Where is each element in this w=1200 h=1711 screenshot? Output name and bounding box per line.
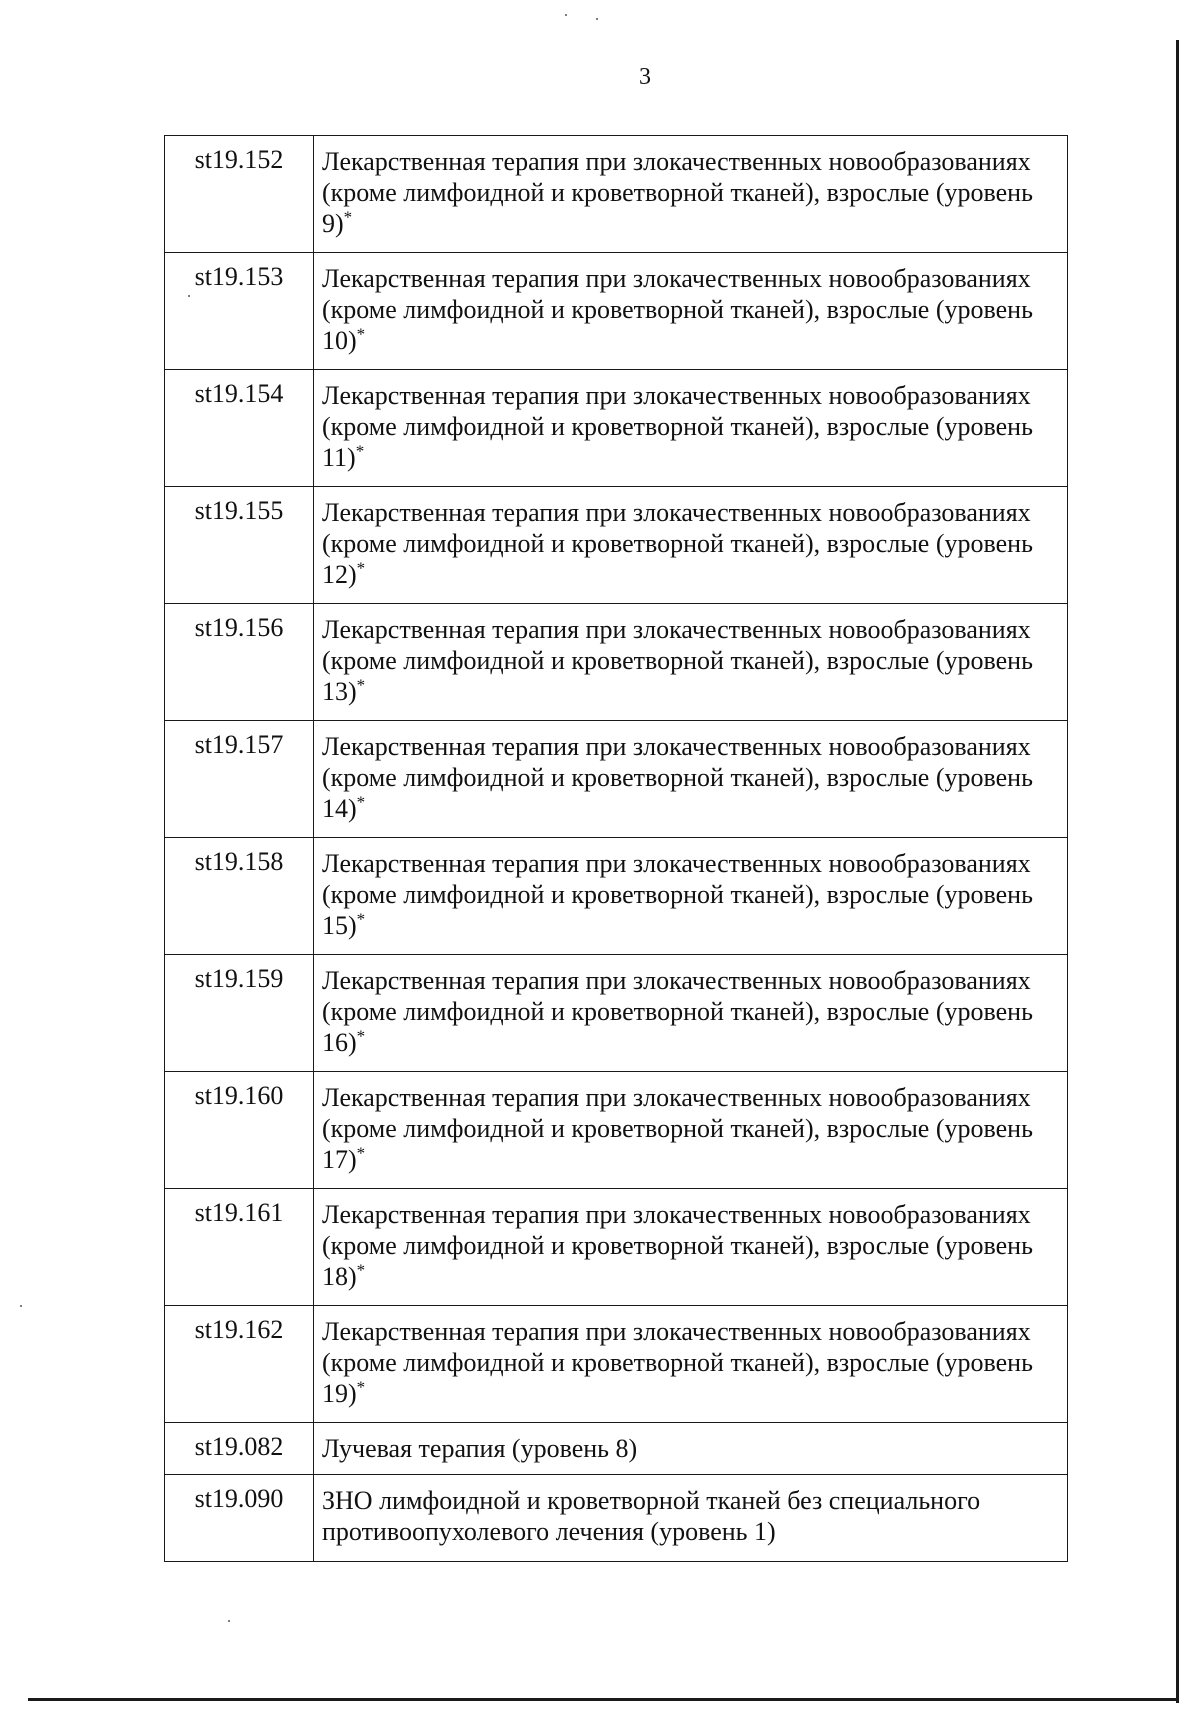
- description-text: Лекарственная терапия при злокачественных новообразованиях (кроме лимфоидной и кроветворной тканей), взрослые (уровень 17): [322, 1083, 1033, 1174]
- description-text: Лекарственная терапия при злокачественных новообразованиях (кроме лимфоидной и кроветворной тканей), взрослые (уровень 9): [322, 147, 1033, 238]
- description-cell: [314, 1072, 1068, 1189]
- table-row: [165, 136, 1068, 253]
- description-text: Лекарственная терапия при злокачественных новообразованиях (кроме лимфоидной и кроветворной тканей), взрослые (уровень 14): [322, 732, 1033, 823]
- description-cell: [314, 1306, 1068, 1423]
- table-row: [165, 1072, 1068, 1189]
- code-cell: st19.156: [165, 604, 314, 721]
- table-row: [165, 1475, 1068, 1562]
- description-text: Лекарственная терапия при злокачественных новообразованиях (кроме лимфоидной и кроветворной тканей), взрослые (уровень 10): [322, 264, 1033, 355]
- description-text: Лекарственная терапия при злокачественных новообразованиях (кроме лимфоидной и кроветворной тканей), взрослые (уровень 11): [322, 381, 1033, 472]
- scan-speck: [596, 18, 598, 20]
- scan-speck: [228, 1620, 230, 1622]
- description-cell: [314, 838, 1068, 955]
- footnote-mark: *: [356, 324, 366, 344]
- code-cell: st19.161: [165, 1189, 314, 1306]
- footnote-mark: *: [356, 1377, 366, 1397]
- table-row: [165, 370, 1068, 487]
- code-cell: st19.082: [165, 1423, 314, 1475]
- code-cell: st19.155: [165, 487, 314, 604]
- code-cell: st19.160: [165, 1072, 314, 1189]
- code-cell: st19.159: [165, 955, 314, 1072]
- tariff-table: [164, 135, 1068, 1562]
- table-row: [165, 487, 1068, 604]
- description-cell: [314, 1475, 1068, 1562]
- description-cell: [314, 1423, 1068, 1475]
- footnote-mark: *: [356, 675, 366, 695]
- scan-speck: [20, 1305, 22, 1307]
- table-row: [165, 955, 1068, 1072]
- table-row: [165, 1306, 1068, 1423]
- description-text: Лекарственная терапия при злокачественных новообразованиях (кроме лимфоидной и кроветворной тканей), взрослые (уровень 15): [322, 849, 1033, 940]
- footnote-mark: *: [356, 1260, 366, 1280]
- scan-edge-bottom: [28, 1698, 1179, 1701]
- footnote-mark: *: [343, 207, 353, 227]
- description-cell: [314, 370, 1068, 487]
- code-cell: st19.090: [165, 1475, 314, 1562]
- description-cell: [314, 487, 1068, 604]
- description-cell: [314, 604, 1068, 721]
- table-row: [165, 838, 1068, 955]
- footnote-mark: *: [356, 792, 366, 812]
- code-cell: st19.162: [165, 1306, 314, 1423]
- description-text: Лекарственная терапия при злокачественных новообразованиях (кроме лимфоидной и кроветворной тканей), взрослые (уровень 13): [322, 615, 1033, 706]
- table-row: [165, 721, 1068, 838]
- code-cell: st19.158: [165, 838, 314, 955]
- description-text: Лекарственная терапия при злокачественных новообразованиях (кроме лимфоидной и кроветворной тканей), взрослые (уровень 12): [322, 498, 1033, 589]
- code-cell: st19.153: [165, 253, 314, 370]
- table-row: [165, 253, 1068, 370]
- description-text: ЗНО лимфоидной и кроветворной тканей без специального противоопухолевого лечения (уровень 1): [322, 1486, 981, 1546]
- scan-speck: [565, 14, 567, 16]
- description-text: Лекарственная терапия при злокачественных новообразованиях (кроме лимфоидной и кроветворной тканей), взрослые (уровень 16): [322, 966, 1033, 1057]
- description-cell: [314, 721, 1068, 838]
- description-text: Лекарственная терапия при злокачественных новообразованиях (кроме лимфоидной и кроветворной тканей), взрослые (уровень 18): [322, 1200, 1033, 1291]
- scan-edge-right: [1176, 40, 1179, 1703]
- footnote-mark: *: [356, 1026, 366, 1046]
- table-row: [165, 1423, 1068, 1475]
- footnote-mark: *: [356, 909, 366, 929]
- code-cell: st19.157: [165, 721, 314, 838]
- table-row: [165, 604, 1068, 721]
- description-cell: [314, 955, 1068, 1072]
- footnote-mark: *: [356, 1143, 366, 1163]
- description-cell: [314, 253, 1068, 370]
- description-text: Лекарственная терапия при злокачественных новообразованиях (кроме лимфоидной и кроветворной тканей), взрослые (уровень 19): [322, 1317, 1033, 1408]
- footnote-mark: *: [356, 558, 366, 578]
- description-cell: [314, 136, 1068, 253]
- code-cell: st19.154: [165, 370, 314, 487]
- description-text: Лучевая терапия (уровень 8): [322, 1434, 638, 1463]
- description-cell: [314, 1189, 1068, 1306]
- code-cell: st19.152: [165, 136, 314, 253]
- table-row: [165, 1189, 1068, 1306]
- page-number: 3: [639, 64, 651, 90]
- scan-speck: [188, 295, 190, 297]
- footnote-mark: *: [355, 441, 365, 461]
